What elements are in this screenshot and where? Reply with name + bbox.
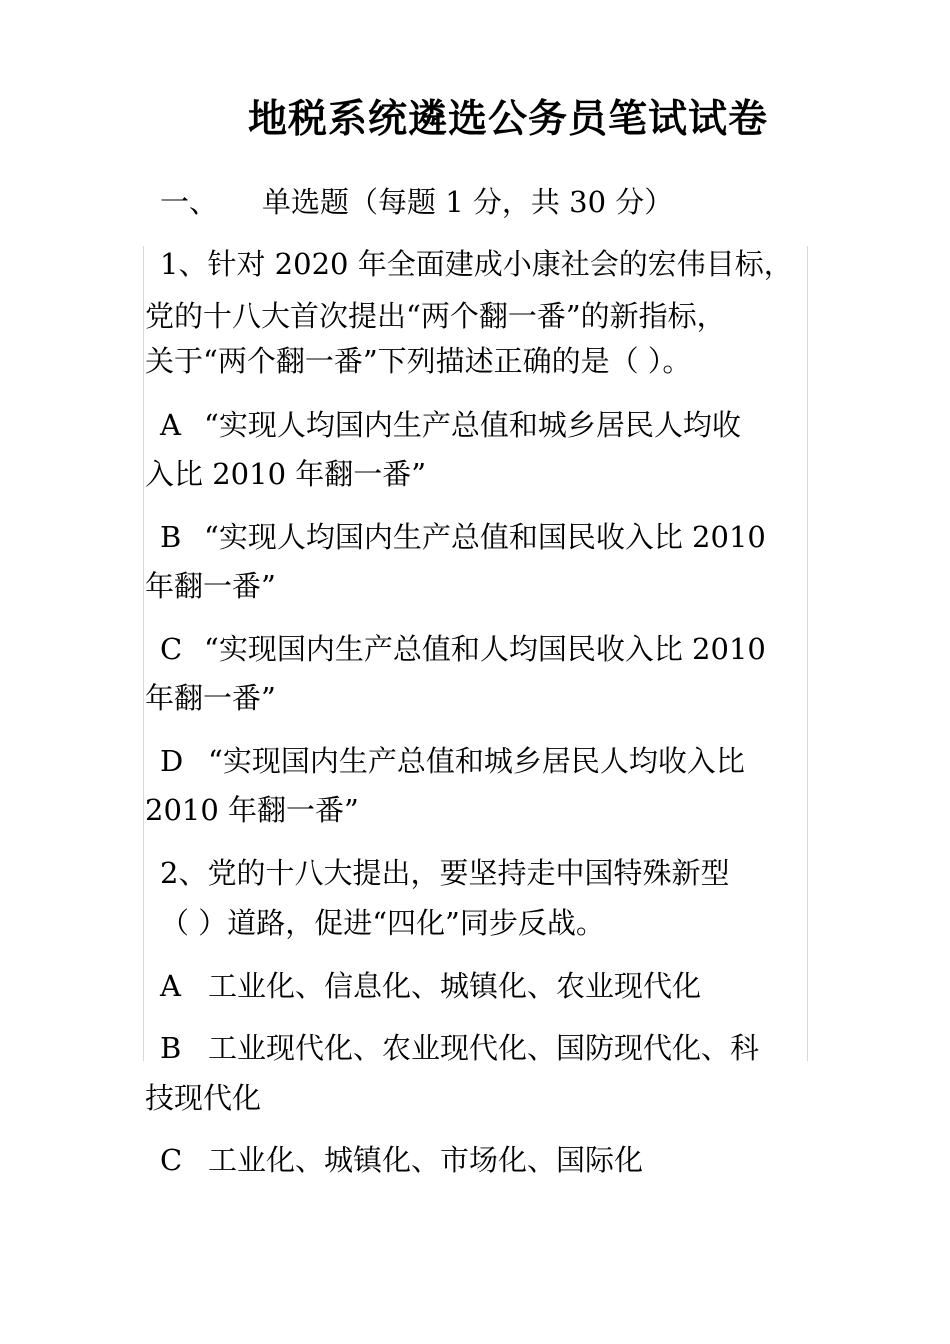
document-title: 地税系统遴选公务员笔试试卷 <box>248 96 769 142</box>
option-letter: D <box>160 744 184 778</box>
option-text: 工业化、信息化、城镇化、农业现代化 <box>208 969 702 1003</box>
question-1-line-1: 1、针对 2020 年全面建成小康社会的宏伟目标， <box>160 247 793 281</box>
option-letter: B <box>160 1031 182 1065</box>
section-label: 单选题（每题 1 分，共 30 分） <box>262 185 674 219</box>
q2-option-b <box>145 1028 759 1068</box>
q2-option-c <box>145 1140 643 1180</box>
question-1-line-3: 关于“两个翻一番”下列描述正确的是（ ）。 <box>145 344 692 378</box>
q2-option-a <box>145 966 701 1006</box>
q1-option-a <box>145 405 741 445</box>
option-text: 工业现代化、农业现代化、国防现代化、科 <box>208 1031 760 1065</box>
question-1-line-2: 党的十八大首次提出“两个翻一番”的新指标， <box>145 299 726 333</box>
q1-option-c <box>145 629 766 669</box>
q1-option-b <box>145 517 766 557</box>
option-letter: A <box>160 969 181 1003</box>
q1-option-c-cont: 年翻一番” <box>145 681 276 715</box>
option-letter: A <box>160 408 181 442</box>
q1-option-d-cont: 2010 年翻一番” <box>145 793 359 827</box>
question-2-line-1: 2、党的十八大提出，要坚持走中国特殊新型 <box>160 856 730 890</box>
q2-option-b-cont: 技现代化 <box>145 1081 262 1115</box>
option-text: “实现人均国内生产总值和城乡居民人均收 <box>204 408 741 442</box>
section-heading <box>160 180 673 221</box>
q1-option-b-cont: 年翻一番” <box>145 569 276 603</box>
option-text: 工业化、城镇化、市场化、国际化 <box>208 1143 644 1177</box>
option-text: “实现国内生产总值和人均国民收入比 2010 <box>204 632 766 666</box>
option-text: “实现国内生产总值和城乡居民人均收入比 <box>208 744 745 778</box>
option-text: “实现人均国内生产总值和国民收入比 2010 <box>204 520 766 554</box>
option-letter: C <box>160 632 183 666</box>
q1-option-a-cont: 入比 2010 年翻一番” <box>145 457 427 491</box>
option-letter: C <box>160 1143 183 1177</box>
question-2-line-2: （ ）道路，促进“四化”同步反战。 <box>160 906 605 940</box>
q1-option-d <box>145 741 745 781</box>
section-number: 一、 <box>160 185 219 219</box>
option-letter: B <box>160 520 182 554</box>
